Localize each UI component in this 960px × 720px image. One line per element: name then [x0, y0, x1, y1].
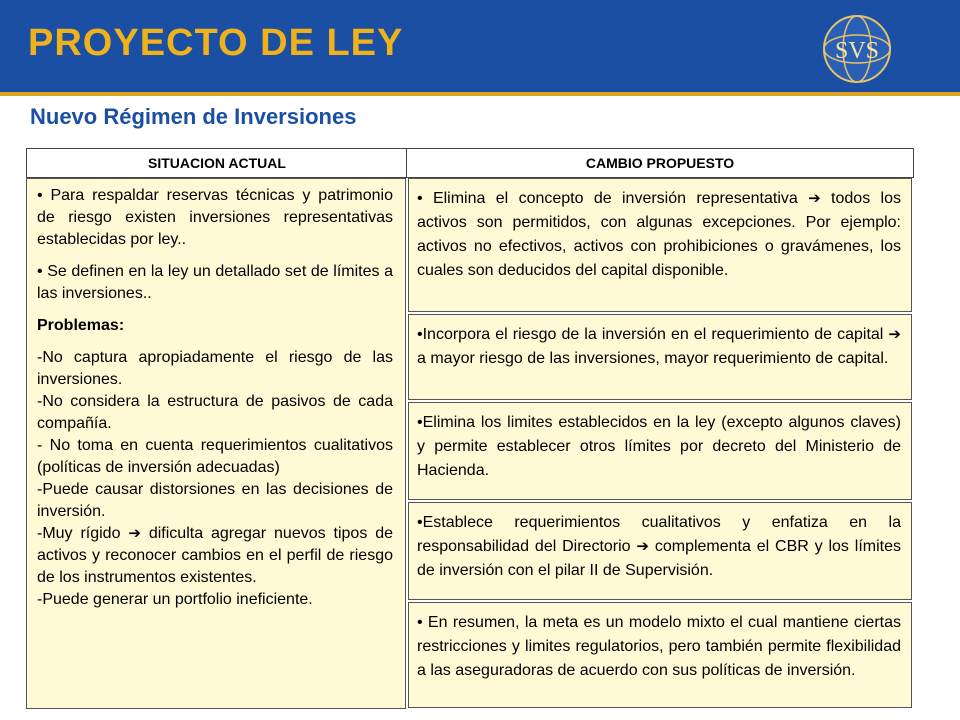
current-bullet-2: • Se definen en la ley un detallado set de límites a las inversiones.. — [37, 263, 393, 302]
section-subtitle: Nuevo Régimen de Inversiones — [30, 104, 357, 129]
logo-text: SVS — [834, 38, 880, 64]
svs-logo — [822, 14, 892, 84]
column-header-situacion-actual: SITUACION ACTUAL — [26, 148, 408, 178]
page-title: PROYECTO DE LEY — [28, 22, 404, 64]
proposed-change-1: • Elimina el concepto de inversión representativa ➔ todos los activos son permitidos, con algunas excepciones. Por ejemplo: activos no efectivos, activos con prohibiciones o gravámenes, los cuales son deducidos del capital disponible. — [408, 178, 912, 312]
arrow-icon: ➔ — [888, 326, 901, 343]
problem-2: -No considera la estructura de pasivos de cada compañía. — [37, 393, 393, 432]
problem-6: -Puede generar un portfolio ineficiente. — [37, 591, 313, 608]
current-bullet-1: • Para respaldar reservas técnicas y patrimonio de riesgo existen inversiones representativas establecidas por ley.. — [37, 187, 393, 248]
proposed-change-2: •Incorpora el riesgo de la inversión en el requerimiento de capital ➔ a mayor riesgo de las inversiones, mayor requerimiento de capital. — [408, 314, 912, 400]
arrow-icon: ➔ — [636, 538, 649, 555]
arrow-icon: ➔ — [808, 190, 821, 207]
problem-4: -Puede causar distorsiones en las decisiones de inversión. — [37, 481, 393, 520]
arrow-icon: ➔ — [128, 525, 141, 542]
problem-1: -No captura apropiadamente el riesgo de las inversiones. — [37, 349, 393, 388]
situacion-actual-panel — [26, 178, 406, 709]
column-header-cambio-propuesto: CAMBIO PROPUESTO — [406, 148, 914, 178]
problems-label: Problemas: — [37, 317, 125, 334]
proposed-change-3: •Elimina los limites establecidos en la ley (excepto algunos claves) y permite establecer otros límites por decreto del Ministerio de Hacienda. — [408, 402, 912, 500]
problem-5: -Muy rígido ➔ dificulta agregar nuevos tipos de activos y reconocer cambios en el perfil de riesgo de los instrumentos existentes. — [37, 525, 394, 586]
proposed-change-4: •Establece requerimientos cualitativos y enfatiza en la responsabilidad del Directorio ➔ complementa el CBR y los límites de inversión con el pilar II de Supervisión. — [408, 502, 912, 600]
proposed-change-5: • En resumen, la meta es un modelo mixto el cual mantiene ciertas restricciones y limites regulatorios, pero también permite flexibilidad a las aseguradoras de acuerdo con sus políticas de inversión. — [408, 602, 912, 708]
problem-3: - No toma en cuenta requerimientos cualitativos (políticas de inversión adecuadas) — [37, 437, 393, 476]
header-divider — [0, 92, 960, 96]
